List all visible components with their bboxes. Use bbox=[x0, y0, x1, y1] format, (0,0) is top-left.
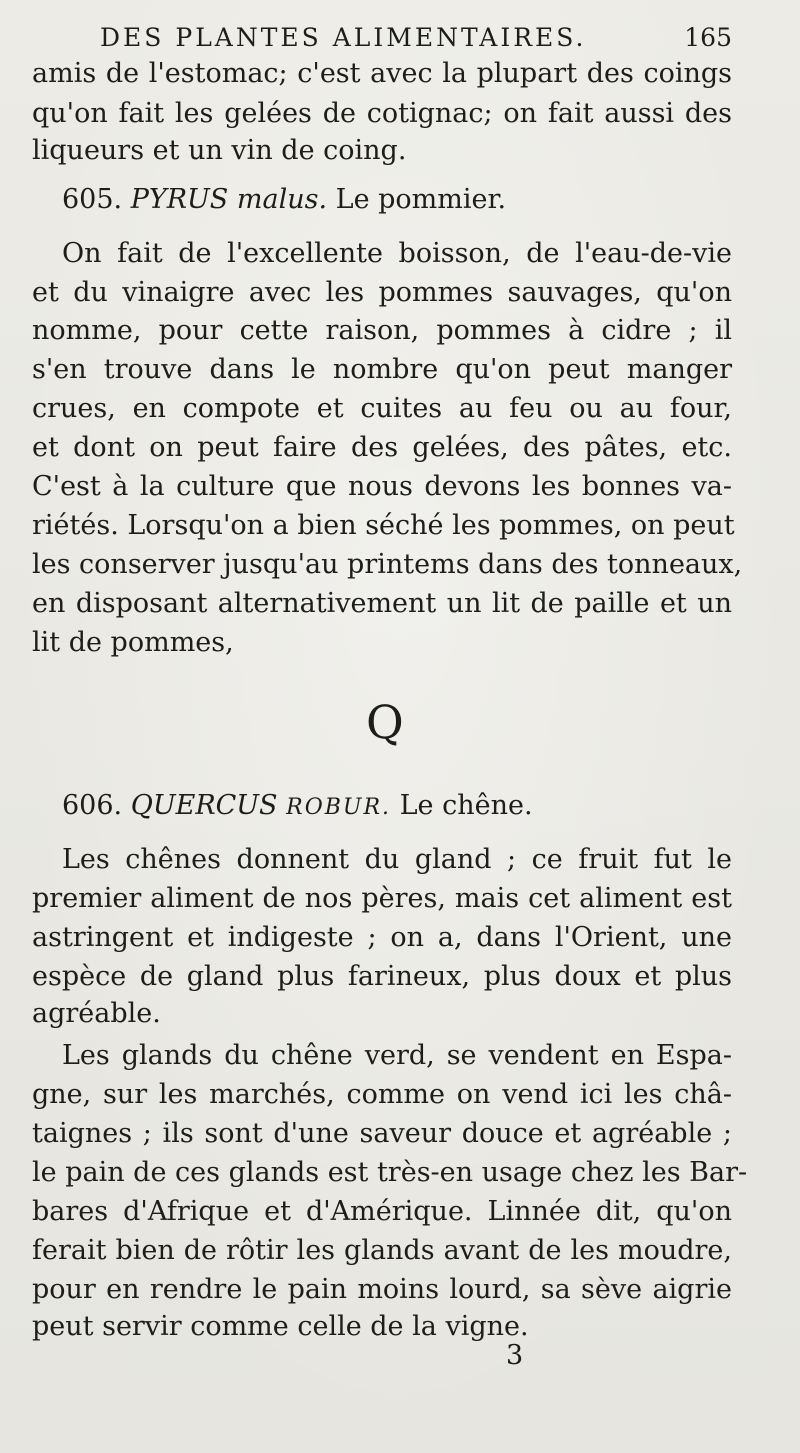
genus-name: QUERCUS bbox=[130, 790, 278, 821]
text-line: liqueurs et un vin de coing. bbox=[32, 135, 407, 166]
text-line: bares d'Afrique et d'Amérique. Linnée dit, qu'on bbox=[32, 1196, 732, 1227]
common-name: Le chêne. bbox=[399, 790, 533, 821]
text-line: gne, sur les marchés, comme on vend ici les châ- bbox=[32, 1079, 732, 1110]
text-line: taignes ; ils sont d'une saveur douce et agréable ; bbox=[32, 1118, 732, 1149]
entry-number: 605. bbox=[62, 184, 123, 215]
text-line: pour en rendre le pain moins lourd, sa sève aigrie bbox=[32, 1274, 732, 1305]
text-line: riétés. Lorsqu'on a bien séché les pommes, on peut bbox=[32, 510, 735, 541]
text-line: s'en trouve dans le nombre qu'on peut manger bbox=[32, 354, 732, 385]
text-line: nomme, pour cette raison, pommes à cidre ; il bbox=[32, 315, 732, 346]
species-name: malus. bbox=[236, 184, 328, 215]
text-line: crues, en compote et cuites au feu ou au four, bbox=[32, 393, 732, 424]
text-line: agréable. bbox=[32, 998, 161, 1029]
text-line: C'est à la culture que nous devons les bonnes va- bbox=[32, 471, 732, 502]
text-line: Les glands du chêne verd, se vendent en Espa- bbox=[62, 1040, 732, 1071]
text-line: les conserver jusqu'au printems dans des tonneaux, bbox=[32, 549, 743, 580]
entry-number: 606. bbox=[62, 790, 123, 821]
text-line: et du vinaigre avec les pommes sauvages, qu'on bbox=[32, 277, 732, 308]
text-line: ferait bien de rôtir les glands avant de les moudre, bbox=[32, 1235, 732, 1266]
running-header bbox=[100, 22, 740, 54]
text-line: le pain de ces glands est très-en usage chez les Bar- bbox=[32, 1157, 748, 1188]
text-line: astringent et indigeste ; on a, dans l'Orient, une bbox=[32, 922, 732, 953]
text-line: et dont on peut faire des gelées, des pâtes, etc. bbox=[32, 432, 732, 463]
text-line: lit de pommes, bbox=[32, 627, 234, 658]
genus-name: PYRUS bbox=[130, 184, 229, 215]
common-name: Le pommier. bbox=[335, 184, 507, 215]
text-line: premier aliment de nos pères, mais cet aliment est bbox=[32, 883, 732, 914]
text-line: espèce de gland plus farineux, plus doux et plus bbox=[32, 961, 732, 992]
running-title: DES PLANTES ALIMENTAIRES. bbox=[100, 23, 587, 52]
text-line: On fait de l'excellente boisson, de l'eau-de-vie bbox=[62, 238, 732, 269]
species-name: ROBUR. bbox=[286, 795, 392, 820]
text-line: amis de l'estomac; c'est avec la plupart des coings bbox=[32, 58, 732, 89]
text-line: peut servir comme celle de la vigne. bbox=[32, 1311, 529, 1342]
section-letter: Q bbox=[366, 695, 404, 749]
signature-mark: 3 bbox=[506, 1340, 524, 1371]
text-line: qu'on fait les gelées de cotignac; on fait aussi des bbox=[32, 98, 732, 129]
entry-heading-605 bbox=[62, 182, 506, 218]
page-number: 165 bbox=[684, 23, 732, 52]
text-line: en disposant alternativement un lit de paille et un bbox=[32, 588, 732, 619]
text-line: Les chênes donnent du gland ; ce fruit fut le bbox=[62, 844, 732, 875]
entry-heading-606 bbox=[62, 788, 533, 826]
